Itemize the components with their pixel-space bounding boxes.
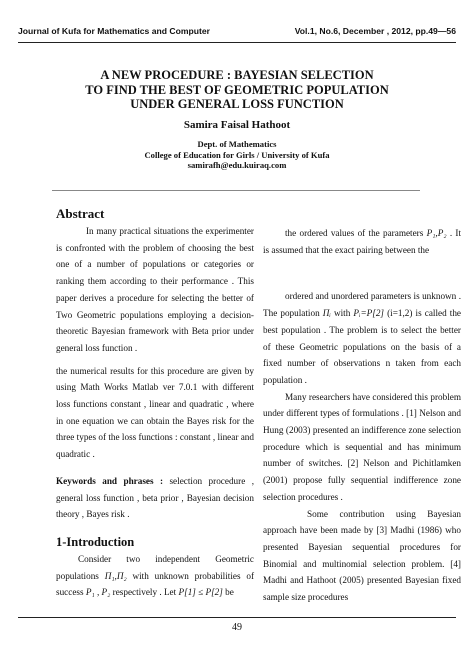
right-text-1a: the ordered values of the parameters [285, 228, 424, 238]
college: College of Education for Girls / University of Kufa [144, 149, 330, 160]
running-header [18, 26, 456, 40]
right-text-1b: . It is assumed that the exact pairing between the [263, 228, 461, 255]
author-name: Samira Faisal Hathoot [183, 119, 291, 131]
order-relation: P[1] ≤ P[2] [178, 587, 223, 598]
abstract-heading: Abstract [56, 206, 105, 221]
abstract-paragraph-1: In many practical situations the experimenter is confronted with the problem of choosing the best one of a number of populations or categories or ranking them according to their performance . This paper derives a procedure for selecting the better of Two Geometric populations employing a decision-theoretic Bayesian framework with Beta prior under general loss function . [56, 226, 254, 353]
title-line-2: TO FIND THE BEST OF GEOMETRIC POPULATION [85, 82, 389, 97]
title-line-3: UNDER GENERAL LOSS FUNCTION [130, 97, 344, 111]
population-symbols: Π₁,Π₂ [104, 570, 127, 581]
right-text-2c: (i=1,2) is called the best population . The problem is to select the better of these Geometric populations on the basis of a fixed number of observations n taken from each population . [263, 308, 462, 385]
population-pi-i: Πᵢ [322, 308, 331, 319]
right-paragraph-3: Many researchers have considered this problem under different types of formulations . [1] Nelson and Hung (2003) presented an indifference zone selection procedure which is sequential and has minimum number of switches. [2] Nelson and Pichitlamken (2001) propose fully sequential indifference zone selection procedures . [263, 391, 461, 502]
right-paragraph-4: Some contribution using Bayesian approach have been made by [3] Madhi (1986) who presented Bayesian sequential procedures for Binomial and multinomial selection problem. [4] Madhi and Hathoot (2005) presented Bayesian fixed sample size procedures [263, 508, 461, 603]
page-number: 49 [232, 622, 242, 633]
intro-text-d: be [225, 587, 234, 598]
keywords [56, 473, 254, 523]
introduction-heading: 1-Introduction [56, 534, 135, 549]
title-line-1: A NEW PROCEDURE : BAYESIAN SELECTION [100, 68, 374, 82]
left-column [56, 205, 254, 601]
right-text-2b: with [333, 308, 351, 319]
volume-info: Vol.1, No.6, December , 2012, pp.49—56 [294, 26, 456, 36]
intro-text-b: with unknown probabilities of success [56, 570, 255, 598]
right-paragraph-1 [263, 225, 461, 258]
probability-symbols: P₁ , P₂ [85, 587, 111, 598]
intro-text-a: Consider two independent Geometric populations [56, 553, 254, 581]
abstract-paragraph-2: the numerical results for this procedure are given by using Math Works Matlab ver 7.0.1 with different loss functions constant , linear and quadratic , where in one equation we can obtain the Bayes risk for the three types of the loss functions : constant , linear and quadratic . [56, 365, 254, 460]
best-population-eq: Pᵢ=P[2] [353, 308, 385, 319]
ordered-params: P₁,P₂ [426, 228, 447, 238]
right-paragraph-2 [263, 288, 461, 388]
journal-name: Journal of Kufa for Mathematics and Computer [18, 26, 210, 36]
author-email: samirafh@edu.kuiraq.com [187, 160, 287, 170]
intro-text-c: respectively . Let [112, 587, 177, 598]
affiliation [0, 139, 474, 171]
section-rule [52, 190, 420, 191]
intro-paragraph-1 [56, 551, 254, 601]
keywords-text: selection procedure , general loss function , beta prior , Bayesian decision theory , Bayes risk . [56, 475, 254, 520]
right-text-2a: ordered and unordered parameters is unknown . The population [263, 291, 461, 319]
right-column [263, 205, 461, 606]
paper-title [0, 68, 474, 112]
keywords-label: Keywords and phrases : [56, 475, 164, 486]
header-rule [18, 42, 456, 43]
department: Dept. of Mathematics [197, 139, 277, 149]
footer-rule [18, 617, 456, 618]
